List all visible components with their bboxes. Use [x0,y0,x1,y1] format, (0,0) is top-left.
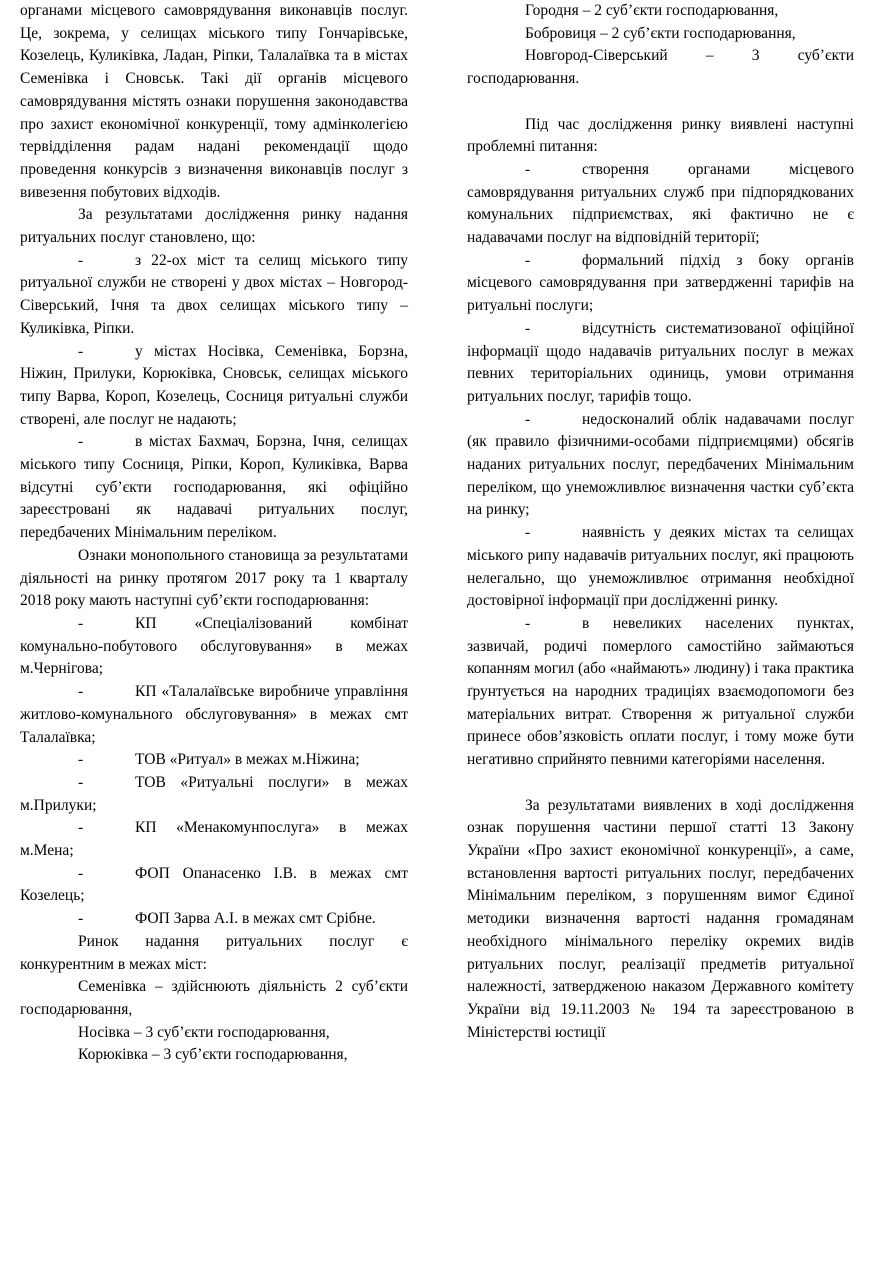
list-item [20,749,408,772]
list-item-text: КП «Талалаївське виробниче управління житлово-комунального обслуговування» в межах смт Талалаївка; [20,683,408,746]
paragraph-monopoly-signs: Ознаки монопольного становища за результатами діяльності на ринку протягом 2017 року та 1 кварталу 2018 року мають наступні суб’єкти господарювання: [20,546,408,610]
list-item-text: з 22-ох міст та селищ міського типу ритуальної служби не створені у двох містах – Новгород-Сіверський, Ічня та двох селищах міського типу – Куликівка, Ріпки. [20,251,408,337]
city-entry: Корюківка – 3 суб’єкти господарювання, [78,1046,348,1064]
list-item [20,341,408,432]
list-item-text: ФОП Зарва А.І. в межах смт Срібне. [135,910,376,928]
city-entry: Бобровиця – 2 суб’єкти господарювання, [525,24,796,42]
list-dash: - [78,819,84,837]
paragraph-municipal-executors: органами місцевого самоврядування виконавців послуг. Це, зокрема, у селищах міського типу Гончарівське, Козелець, Куликівка, Ладан, Ріпки, Талалаївка та в містах Семенівка і Сновськ. Такі дії органів місцевого самоврядування містять ознаки порушення законодавства про захист економічної конкуренції, тому адмінколегією тервідділення радам надані рекомендації щодо проведення конкурсів з визначення виконавців послуг з вивезення побутових відходів. [20,2,408,201]
list-item-text: наявність у деяких містах та селищах міського рипу надавачів ритуальних послуг, які працюють нелегально, що унеможливлює отримання необхідної достовірної інформації при дослідженні ринку. [467,524,854,610]
list-item [467,409,854,523]
list-item-text: в невеликих населених пунктах, зазвичай, родичі померлого самостійно займаються копанням могил (або «наймають» людину) і така практика ґрунтується на народних традиціях взаємодопомоги без матеріальних витрат. Створення ж ритуальної служби принесе обов’язковість оплати послуг, і тому може бути негативно сприйнято певними категоріями населення. [467,614,854,769]
list-item [20,681,408,749]
list-dash: - [525,524,531,542]
paragraph-problems-identified: Під час дослідження ринку виявлені наступні проблемні питання: [467,115,854,156]
paragraph-ritual-market-findings: За результатами дослідження ринку надання ритуальних послуг становлено, що: [20,206,408,247]
list-dash: - [78,751,84,769]
blank-line [467,772,854,795]
city-entry: Новгород-Сіверський – 3 суб’єкти господарювання. [467,47,854,88]
list-item-text: ТОВ «Ритуальні послуги» в межах м.Прилуки; [20,773,408,814]
list-dash: - [525,614,531,632]
list-dash: - [525,410,531,428]
list-item [467,318,854,409]
list-dash: - [78,683,84,701]
list-item [467,250,854,318]
list-item-text: КП «Менакомунпослуга» в межах м.Мена; [20,819,408,860]
list-dash: - [78,433,84,451]
city-entry: Городня – 2 суб’єкти господарювання, [525,2,779,19]
list-item [20,817,408,862]
list-item [467,159,854,250]
list-item-text: у містах Носівка, Семенівка, Борзна, Ніжин, Прилуки, Корюківка, Сновськ, селищах міського типу Варва, Короп, Козелець, Сосниця ритуальні служби створені, але послуг не надають; [20,342,408,428]
list-item-text: відсутність систематизованої офіційної інформації щодо надавачів ритуальних послуг в межах певних територіальних одиниць, умови отримання ритуальних послуг, тарифів тощо. [467,319,854,405]
list-item [20,772,408,817]
list-item [467,522,854,613]
list-item [20,863,408,908]
paragraph-competitive-market: Ринок надання ритуальних послуг є конкурентним в межах міст: [20,932,408,973]
right-column [467,0,854,1044]
list-item-text: в містах Бахмач, Борзна, Ічня, селищах міського типу Сосниця, Ріпки, Короп, Куликівка, Варва відсутні суб’єкти господарювання, які офіційно зареєстровані як надавачі ритуальних послуг, передбачених Мінімальним переліком. [20,433,408,542]
list-item-text: ФОП Опанасенко І.В. в межах смт Козелець; [20,864,408,905]
list-item [20,250,408,341]
paragraph-violation-findings: За результатами виявлених в ході дослідження ознак порушення частини першої статті 13 Закону України «Про захист економічної конкуренції», а саме, встановлення вартості ритуальних послуг, передбачених Мінімальним переліком, з порушенням вимог Єдиної методики визначення вартості надання громадянам необхідного мінімального переліку окремих видів ритуальних послуг, реалізації предметів ритуальної належності, затвердженою наказом Державного комітету України від 19.11.2003 № 194 та зареєстрованою в Міністерстві юстиції [467,796,854,1041]
list-item [467,613,854,772]
city-entry: Семенівка – здійснюють діяльність 2 суб’єкти господарювання, [20,978,408,1018]
city-entry: Носівка – 3 суб’єкти господарювання, [78,1023,330,1041]
list-item-text: недосконалий облік надавачами послуг (як правило фізичними-особами підприємцями) обсягів наданих ритуальних послуг, передбачених Мінімальним переліком, що унеможливлює визначення частки суб’єкта на ринку; [467,410,854,519]
blank-line [467,91,854,114]
list-dash: - [78,773,84,791]
list-dash: - [525,251,531,269]
list-dash: - [78,614,84,632]
list-dash: - [78,910,84,928]
list-dash: - [525,319,531,337]
list-item-text: створення органами місцевого самоврядування ритуальних служб при підпорядкованих комунальних підприємствах, які фактично не є надавачами послуг на відповідній території; [467,160,854,247]
list-item [20,908,408,931]
list-dash: - [78,864,84,882]
list-item [20,431,408,545]
list-item [20,613,408,681]
list-dash: - [525,160,531,178]
list-item-text: ТОВ «Ритуал» в межах м.Ніжина; [135,751,360,769]
list-item-text: КП «Спеціалізований комбінат комунально-побутового обслуговування» в межах м.Чернігова; [20,614,408,678]
left-column [20,0,408,1067]
list-dash: - [78,251,84,269]
list-dash: - [78,342,84,360]
list-item-text: формальний підхід з боку органів місцевого самоврядування при затвердженні тарифів на ритуальні послуги; [467,251,854,315]
